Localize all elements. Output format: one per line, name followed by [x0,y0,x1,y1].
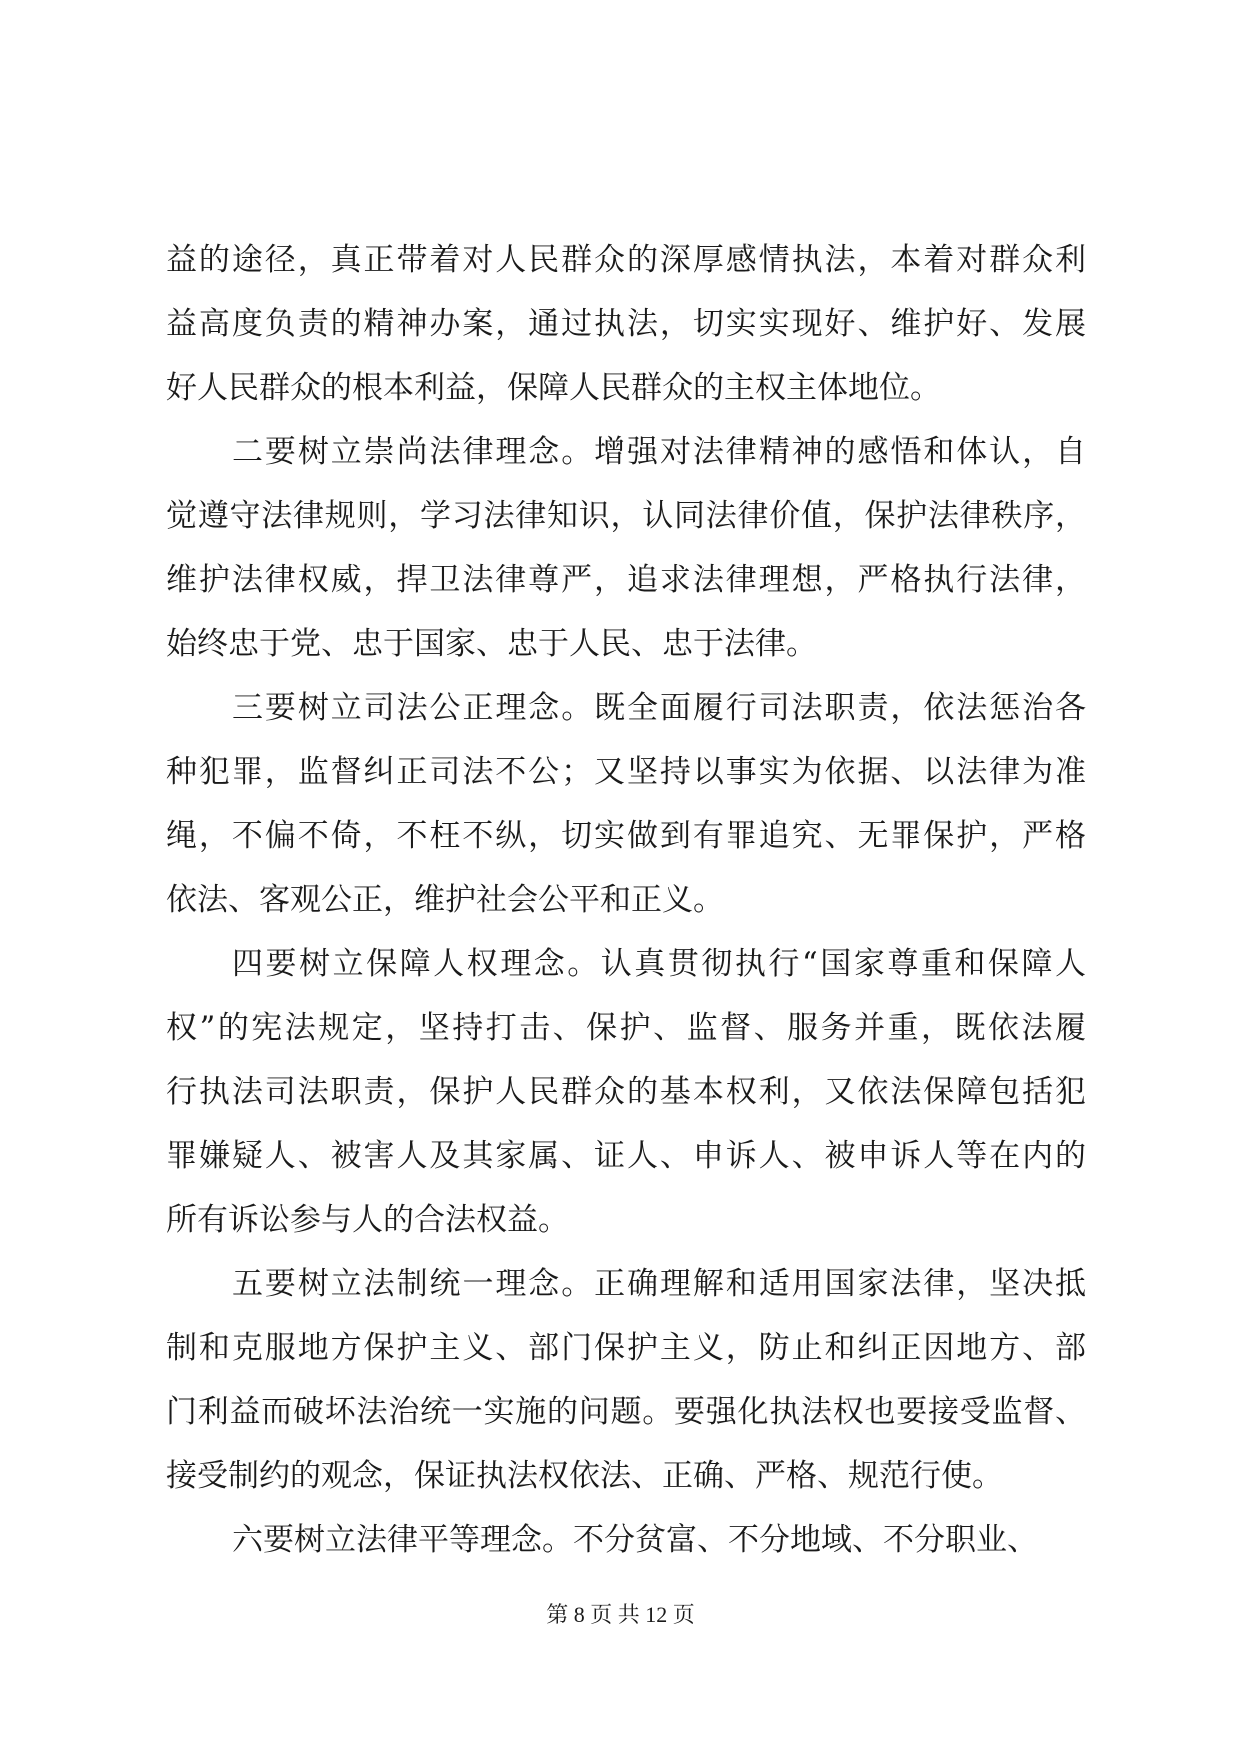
text-line: 所有诉讼参与人的合法权益。 [166,1202,569,1238]
text-line: 六要树立法律平等理念。不分贫富、不分地域、不分职业、 [232,1522,1038,1558]
text-line: 五要树立法制统一理念。正确理解和适用国家法律，坚决抵 [232,1266,1086,1302]
text-line: 始终忠于党、忠于国家、忠于人民、忠于法律。 [166,626,817,662]
body-text [166,228,1086,1572]
paragraph-continuation [166,228,1086,420]
paragraph-respect-law [166,420,1086,676]
text-line: 觉遵守法律规则，学习法律知识，认同法律价值，保护法律秩序， [166,498,1086,534]
paragraph-judicial-justice [166,676,1086,932]
text-line: 四要树立保障人权理念。认真贯彻执行“国家尊重和保障人 [232,946,1086,982]
paragraph-legal-equality [166,1508,1086,1572]
page-footer [0,1600,1241,1630]
text-line: 行执法司法职责，保护人民群众的基本权利，又依法保障包括犯 [166,1074,1086,1110]
page-number-label: 第 8 页 共 12 页 [546,1602,695,1627]
text-line: 益的途径，真正带着对人民群众的深厚感情执法，本着对群众利 [166,242,1086,278]
paragraph-human-rights [166,932,1086,1252]
paragraph-legal-unity [166,1252,1086,1508]
text-line: 制和克服地方保护主义、部门保护主义，防止和纠正因地方、部 [166,1330,1086,1366]
text-line: 罪嫌疑人、被害人及其家属、证人、申诉人、被申诉人等在内的 [166,1138,1086,1174]
text-line: 维护法律权威，捍卫法律尊严，追求法律理想，严格执行法律， [166,562,1086,598]
text-line: 门利益而破坏法治统一实施的问题。要强化执法权也要接受监督、 [166,1394,1086,1430]
text-line: 权”的宪法规定，坚持打击、保护、监督、服务并重，既依法履 [166,1010,1086,1046]
text-line: 绳，不偏不倚，不枉不纵，切实做到有罪追究、无罪保护，严格 [166,818,1086,854]
text-line: 接受制约的观念，保证执法权依法、正确、严格、规范行使。 [166,1458,1003,1494]
text-line: 益高度负责的精神办案，通过执法，切实实现好、维护好、发展 [166,306,1086,342]
text-line: 种犯罪，监督纠正司法不公；又坚持以事实为依据、以法律为准 [166,754,1086,790]
text-line: 好人民群众的根本利益，保障人民群众的主权主体地位。 [166,370,941,406]
text-line: 依法、客观公正，维护社会公平和正义。 [166,882,724,918]
text-line: 三要树立司法公正理念。既全面履行司法职责，依法惩治各 [232,690,1086,726]
text-line: 二要树立崇尚法律理念。增强对法律精神的感悟和体认，自 [232,434,1086,470]
